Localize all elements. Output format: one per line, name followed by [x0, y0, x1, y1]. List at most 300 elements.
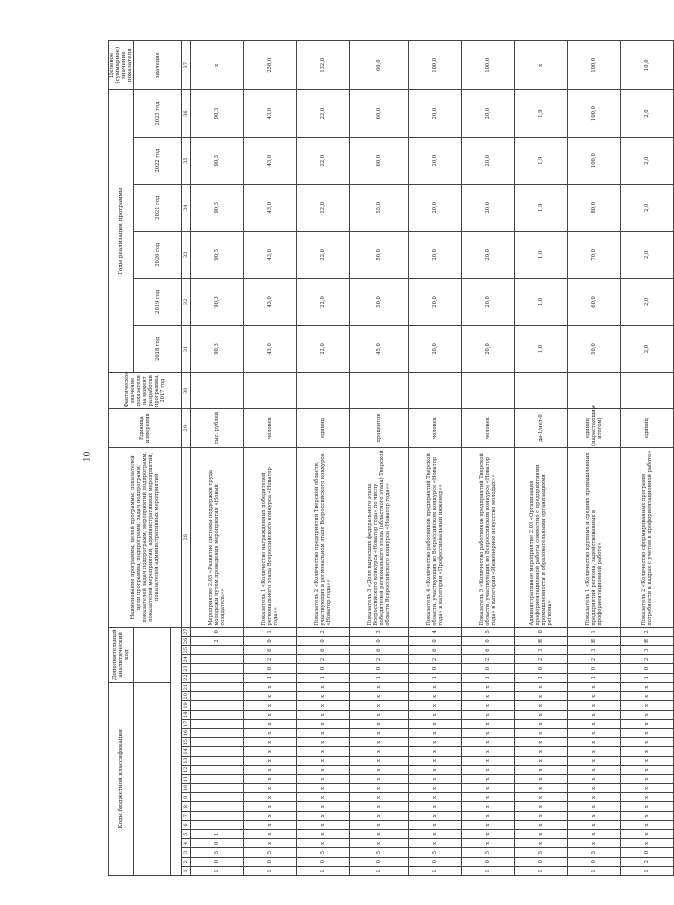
year-value: 2,0 — [621, 137, 674, 184]
code-cell — [191, 802, 244, 811]
code-cell: x — [462, 682, 515, 691]
code-cell: x — [568, 820, 621, 829]
row-unit: единиц — [297, 409, 350, 448]
code-cell: x — [297, 765, 350, 774]
column-number: 4 — [182, 839, 191, 848]
column-number: 27 — [183, 628, 189, 635]
code-cell: 0 — [297, 857, 350, 866]
year-value: 20,0 — [462, 278, 515, 325]
header-year-2020: 2020 год — [134, 231, 182, 278]
code-cell: x — [462, 784, 515, 793]
code-cell: x — [409, 738, 462, 747]
code-cell — [191, 765, 244, 774]
code-cell: x — [244, 747, 297, 756]
code-cell — [191, 738, 244, 747]
column-number: 24 — [183, 656, 189, 663]
code-cell — [191, 673, 244, 682]
code-cell: x — [462, 692, 515, 701]
code-cell — [191, 692, 244, 701]
code-cell: x — [409, 774, 462, 783]
header-budget-class: Коды бюджетной классификации — [109, 682, 134, 875]
row-target: 100,0 — [409, 41, 462, 90]
code-cell: x — [621, 765, 674, 774]
row-name: Административное мероприятие 2.03 «Организация профориентационной работы совместно с предприятиями промышленности и образовательными организациями региона» — [515, 447, 568, 627]
code-cell: 1 — [191, 830, 244, 839]
header-year-2023: 2023 год — [134, 90, 182, 137]
code-cell: 0 — [568, 857, 621, 866]
year-value: 43,0 — [244, 278, 297, 325]
code-cell: x — [568, 793, 621, 802]
code-cell: x — [297, 784, 350, 793]
row-name: Показатель 2 «Количество предприятий Тверской области, участвующих в региональном этапе Всероссийского конкурса «Новатор года»» — [297, 447, 350, 627]
row-fact — [297, 373, 350, 409]
code-cell: 1 — [350, 866, 409, 875]
code-cell: x — [515, 692, 568, 701]
code-cell — [191, 664, 244, 673]
code-cell: x — [244, 830, 297, 839]
header-target-value: значение — [134, 41, 182, 90]
year-value: 2,0 — [621, 231, 674, 278]
year-value: 100,0 — [568, 137, 621, 184]
column-number: 7 — [182, 811, 191, 820]
year-value: 1,0 — [515, 278, 568, 325]
header-year-2019: 2019 год — [134, 278, 182, 325]
year-value: 43,0 — [244, 231, 297, 278]
code-cell: x — [462, 802, 515, 811]
code-cell — [191, 719, 244, 728]
code-cell: x — [568, 802, 621, 811]
code-cell: 2 — [621, 655, 674, 664]
code-cell: x — [244, 839, 297, 848]
code-cell: x — [462, 839, 515, 848]
code-cell: x — [515, 701, 568, 710]
year-value: 43,0 — [244, 325, 297, 372]
code-cell: x — [297, 830, 350, 839]
row-fact — [191, 373, 244, 409]
code-cell: x — [350, 738, 409, 747]
code-cell: 1 — [244, 627, 297, 636]
year-value: 20,0 — [409, 278, 462, 325]
year-value: 2,0 — [621, 278, 674, 325]
code-cell: 2 — [297, 627, 350, 636]
code-cell: x — [515, 719, 568, 728]
code-cell: x — [297, 802, 350, 811]
code-cell: x — [244, 802, 297, 811]
year-value: 100,0 — [568, 90, 621, 137]
code-cell: x — [350, 820, 409, 829]
code-cell: x — [409, 719, 462, 728]
code-cell: x — [409, 820, 462, 829]
column-number: 19 — [183, 702, 189, 709]
code-cell: x — [350, 756, 409, 765]
code-cell: x — [568, 682, 621, 691]
code-cell: 2 — [568, 655, 621, 664]
header-spacer — [171, 627, 182, 875]
code-cell — [191, 710, 244, 719]
year-value: 2,0 — [621, 325, 674, 372]
row-unit: процентов — [350, 409, 409, 448]
code-cell: 2 — [350, 655, 409, 664]
code-cell: x — [297, 682, 350, 691]
code-cell: 0 — [191, 627, 244, 636]
rotated-table-sheet — [108, 40, 653, 876]
row-unit: тыс. рублей — [191, 409, 244, 448]
code-cell: 0 — [191, 857, 244, 866]
code-cell: 3 — [568, 646, 621, 655]
year-value: 50,0 — [568, 325, 621, 372]
code-cell: x — [350, 692, 409, 701]
code-cell: x — [244, 738, 297, 747]
year-value: 22,0 — [297, 231, 350, 278]
code-cell: x — [621, 802, 674, 811]
column-number: 21 — [183, 683, 189, 691]
year-value: 22,0 — [297, 137, 350, 184]
code-cell: x — [621, 793, 674, 802]
code-cell: x — [515, 747, 568, 756]
code-cell: x — [244, 774, 297, 783]
row-unit: да-1/нет-0 — [515, 409, 568, 448]
code-cell: x — [621, 701, 674, 710]
code-cell: x — [621, 839, 674, 848]
code-cell: Я — [568, 636, 621, 645]
code-cell: x — [568, 729, 621, 738]
column-number: 5 — [182, 830, 191, 839]
code-cell: x — [244, 729, 297, 738]
program-table — [108, 40, 674, 876]
code-cell: 1 — [297, 866, 350, 875]
code-cell: x — [297, 692, 350, 701]
code-cell: 2 — [462, 655, 515, 664]
year-value: 20,0 — [409, 137, 462, 184]
code-cell: x — [244, 682, 297, 691]
code-cell: x — [462, 701, 515, 710]
row-name: Показатель 2 «Количество сформированных программ потребности в кадрах с учетом в профориентационной работе» — [621, 447, 674, 627]
code-cell: x — [568, 839, 621, 848]
code-cell: x — [244, 701, 297, 710]
code-cell: x — [515, 774, 568, 783]
code-cell — [191, 729, 244, 738]
code-cell: 6 — [409, 646, 462, 655]
row-target: 100,0 — [568, 41, 621, 90]
code-cell: 0 — [350, 857, 409, 866]
year-value: 43,0 — [244, 184, 297, 231]
code-cell: x — [568, 747, 621, 756]
code-cell: 1 — [297, 673, 350, 682]
column-number: 3 — [182, 848, 191, 857]
column-number-row — [182, 41, 191, 876]
code-cell: x — [462, 774, 515, 783]
code-cell: x — [568, 756, 621, 765]
year-value: 2,0 — [621, 90, 674, 137]
code-cell: x — [462, 820, 515, 829]
code-cell: 0 — [462, 664, 515, 673]
code-cell: x — [297, 774, 350, 783]
code-cell: 0 — [515, 664, 568, 673]
year-value: 90,3 — [191, 184, 244, 231]
row-name: Мероприятие 2.05 «Развитие системы поддержки труда молодежи путем проведения мероприятия «Новый созидатель»» — [191, 447, 244, 627]
code-cell: 6 — [297, 646, 350, 655]
code-cell: x — [568, 811, 621, 820]
code-cell — [191, 655, 244, 664]
table-row — [621, 41, 674, 876]
column-number: 29 — [182, 409, 191, 448]
header-unit: Единица измерения — [109, 409, 182, 448]
column-number: 25 — [183, 646, 189, 654]
row-unit: единиц — [621, 409, 674, 448]
code-cell: x — [409, 729, 462, 738]
column-number: 12 — [183, 766, 189, 773]
code-cell: x — [515, 839, 568, 848]
table-row — [297, 41, 350, 876]
code-cell: x — [621, 747, 674, 756]
code-cell: x — [350, 784, 409, 793]
year-value: 70,0 — [568, 231, 621, 278]
code-cell: 0 — [621, 848, 674, 857]
code-cell: 0 — [462, 857, 515, 866]
code-cell: 0 — [409, 857, 462, 866]
code-cell — [191, 793, 244, 802]
code-cell: x — [515, 793, 568, 802]
code-cell: x — [515, 802, 568, 811]
year-value: 20,0 — [462, 325, 515, 372]
table-row — [191, 41, 244, 876]
year-value: 60,0 — [350, 137, 409, 184]
code-cell: x — [462, 738, 515, 747]
code-cell: x — [350, 682, 409, 691]
code-cell: 6 — [350, 646, 409, 655]
code-cell: x — [515, 820, 568, 829]
column-number: 20 — [183, 693, 189, 700]
code-cell: x — [462, 793, 515, 802]
code-cell: x — [244, 811, 297, 820]
column-number: 30 — [182, 373, 191, 409]
code-cell: x — [515, 784, 568, 793]
code-cell: x — [409, 839, 462, 848]
header-budget-subcols — [134, 682, 171, 875]
code-cell: 1 — [462, 673, 515, 682]
code-cell: x — [350, 747, 409, 756]
code-cell: x — [297, 839, 350, 848]
code-cell: x — [621, 811, 674, 820]
year-value: 20,0 — [462, 231, 515, 278]
code-cell: 0 — [409, 636, 462, 645]
code-cell: 1 — [350, 673, 409, 682]
row-target: 60,0 — [350, 41, 409, 90]
code-cell: x — [297, 820, 350, 829]
code-cell: x — [568, 774, 621, 783]
column-number: 1 — [182, 866, 191, 875]
code-cell: 0 — [462, 636, 515, 645]
code-cell: 0 — [297, 636, 350, 645]
year-value: 60,0 — [350, 90, 409, 137]
code-cell: x — [621, 830, 674, 839]
code-cell: x — [515, 811, 568, 820]
year-value: 22,0 — [297, 90, 350, 137]
code-cell: x — [568, 830, 621, 839]
code-cell: 4 — [409, 627, 462, 636]
column-number: 15 — [183, 739, 189, 746]
code-cell: x — [297, 719, 350, 728]
code-cell — [191, 756, 244, 765]
row-target: 258,0 — [244, 41, 297, 90]
page-number: 10 — [82, 451, 92, 462]
code-cell: Я — [621, 636, 674, 645]
column-number: 35 — [182, 137, 191, 184]
row-target: x — [515, 41, 568, 90]
row-fact — [515, 373, 568, 409]
code-cell — [191, 646, 244, 655]
code-cell: x — [297, 701, 350, 710]
code-cell: x — [409, 811, 462, 820]
year-value: 60,0 — [568, 278, 621, 325]
column-number: 37 — [182, 41, 191, 90]
header-extra-subcols — [134, 627, 171, 682]
code-cell: x — [621, 738, 674, 747]
code-cell: x — [621, 820, 674, 829]
code-cell — [191, 774, 244, 783]
row-target: 10,0 — [621, 41, 674, 90]
year-value: 50,0 — [350, 231, 409, 278]
code-cell: 1 — [409, 673, 462, 682]
code-cell: x — [462, 747, 515, 756]
column-number: 14 — [183, 748, 189, 755]
header-program-name: Наименование программы, целей программы, показателей цели программы, подпрограмм, задач подпрограмм, показателей задач подпрограмм, мероприятий подпрограмм, показателей мероприятий, административных мероприятий, показателей административных мероприятий — [109, 447, 182, 627]
row-unit: человек — [409, 409, 462, 448]
code-cell: x — [350, 830, 409, 839]
code-cell: 2 — [409, 655, 462, 664]
code-cell: 2 — [244, 655, 297, 664]
code-cell: 0 — [244, 664, 297, 673]
code-cell: 0 — [515, 627, 568, 636]
header-target: Целевое (суммарное) значение показателя — [109, 41, 134, 90]
table-row — [244, 41, 297, 876]
code-cell: 1 — [568, 673, 621, 682]
column-number: 6 — [182, 820, 191, 829]
code-cell: 3 — [621, 646, 674, 655]
code-cell: 1 — [515, 866, 568, 875]
column-number: 10 — [183, 784, 189, 792]
code-cell: x — [244, 784, 297, 793]
code-cell: x — [515, 830, 568, 839]
code-cell: x — [350, 710, 409, 719]
row-fact — [621, 373, 674, 409]
year-value: 20,0 — [409, 90, 462, 137]
table-row — [568, 41, 621, 876]
code-cell: x — [621, 710, 674, 719]
table-row — [409, 41, 462, 876]
code-cell: 0 — [621, 664, 674, 673]
year-value: 1,0 — [515, 231, 568, 278]
rotated-content — [108, 40, 653, 876]
code-cell: 2 — [297, 655, 350, 664]
code-cell: x — [409, 765, 462, 774]
table-body — [191, 41, 674, 876]
code-cell: x — [350, 729, 409, 738]
column-number: 32 — [182, 278, 191, 325]
code-cell: x — [568, 710, 621, 719]
code-cell: x — [244, 820, 297, 829]
column-number: 13 — [183, 757, 189, 764]
code-cell: x — [462, 830, 515, 839]
code-cell: x — [350, 774, 409, 783]
row-unit: человек — [462, 409, 515, 448]
column-number: 2 — [182, 857, 191, 866]
code-cell: 1 — [462, 866, 515, 875]
code-cell: 0 — [350, 664, 409, 673]
table-row — [350, 41, 409, 876]
code-cell: 0 — [244, 636, 297, 645]
row-name: Показатель 1 «Количество крупных и средних промышленных предприятий региона, задействованных в профориентационной работе» — [568, 447, 621, 627]
code-cell: x — [621, 719, 674, 728]
year-value: 22,0 — [297, 278, 350, 325]
code-cell: 1 — [191, 866, 244, 875]
code-cell: 1 — [568, 627, 621, 636]
code-cell: x — [350, 802, 409, 811]
year-value: 20,0 — [462, 90, 515, 137]
code-cell: x — [462, 756, 515, 765]
code-cell: x — [621, 774, 674, 783]
year-value: 50,0 — [350, 278, 409, 325]
table-row — [462, 41, 515, 876]
code-cell: 2 — [621, 857, 674, 866]
code-cell: x — [350, 701, 409, 710]
code-cell: 5 — [409, 848, 462, 857]
code-cell: x — [409, 830, 462, 839]
code-cell: x — [462, 811, 515, 820]
code-cell: x — [297, 747, 350, 756]
code-cell — [191, 701, 244, 710]
code-cell: x — [515, 765, 568, 774]
code-cell: x — [244, 710, 297, 719]
row-target: 100,0 — [462, 41, 515, 90]
code-cell: 0 — [409, 664, 462, 673]
column-number: 16 — [183, 729, 189, 737]
year-value: 43,0 — [244, 137, 297, 184]
code-cell: x — [244, 756, 297, 765]
year-value: 80,0 — [568, 184, 621, 231]
code-cell: 0 — [191, 839, 244, 848]
code-cell: 2 — [515, 655, 568, 664]
row-name: Показатель 3 «Доля выросших федерального этапа Всероссийского конкурса «Новатор года» по числу победителей регионального этапа (областного этапа) Тверской области Всероссийского конкурса «Новатор года»» — [350, 447, 409, 627]
column-number: 33 — [182, 231, 191, 278]
header-extra-class: Дополнительный аналитический код — [109, 627, 134, 682]
code-cell — [191, 682, 244, 691]
code-cell: x — [297, 756, 350, 765]
code-cell: x — [350, 793, 409, 802]
column-number: 34 — [182, 184, 191, 231]
code-cell: x — [350, 765, 409, 774]
code-cell: x — [297, 738, 350, 747]
row-unit: единиц (нарастающим итогом) — [568, 409, 621, 448]
code-cell: x — [621, 682, 674, 691]
code-cell: x — [244, 793, 297, 802]
year-value: 90,3 — [191, 90, 244, 137]
column-number: 26 — [183, 637, 189, 645]
code-cell: 0 — [515, 857, 568, 866]
code-cell: 5 — [350, 848, 409, 857]
code-cell: x — [297, 793, 350, 802]
code-cell: x — [515, 682, 568, 691]
code-cell: 5 — [462, 627, 515, 636]
code-cell: Я — [515, 636, 568, 645]
code-cell: 5 — [462, 848, 515, 857]
year-value: 55,0 — [350, 184, 409, 231]
column-number: 8 — [182, 802, 191, 811]
column-number: 23 — [183, 665, 189, 672]
code-cell: x — [515, 710, 568, 719]
code-cell: x — [409, 710, 462, 719]
year-value: 1,9 — [515, 184, 568, 231]
